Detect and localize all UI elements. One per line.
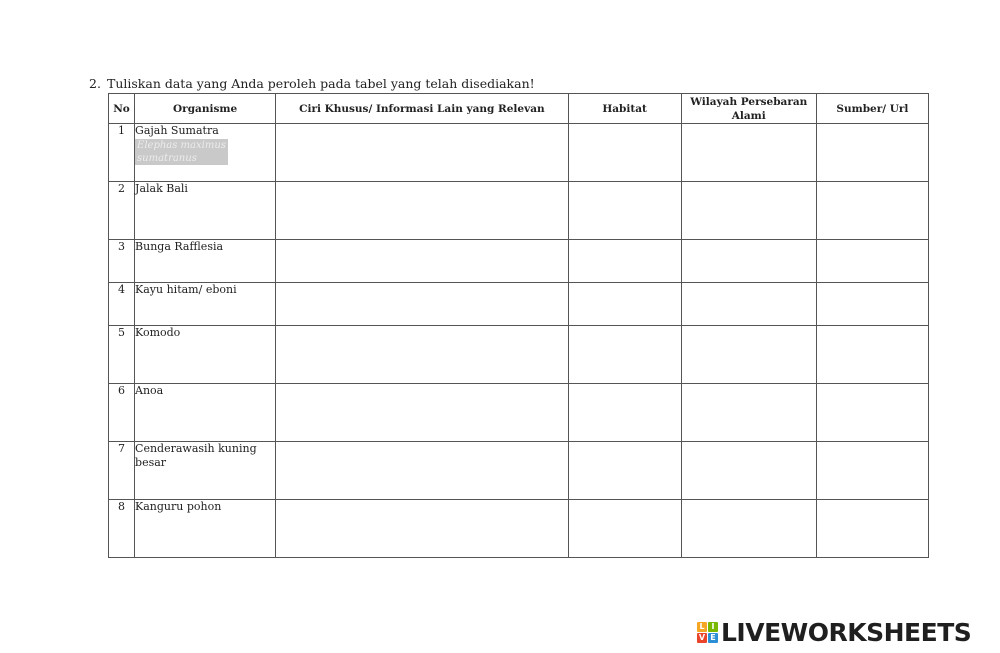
organism-name: Gajah Sumatra	[135, 124, 219, 137]
ciri-answer-cell[interactable]	[276, 500, 568, 558]
wilayah-answer-cell[interactable]	[681, 182, 816, 240]
header-sumber: Sumber/ Url	[816, 94, 928, 124]
table-row	[109, 500, 929, 558]
ciri-answer-cell[interactable]	[276, 384, 568, 442]
logo-tile-i: I	[708, 622, 718, 632]
table-row	[109, 326, 929, 384]
logo-text: LIVEWORKSHEETS	[721, 617, 972, 647]
wilayah-answer-cell[interactable]	[681, 326, 816, 384]
sumber-answer-cell[interactable]	[816, 182, 928, 240]
row-number: 3	[109, 240, 135, 283]
ciri-answer-cell[interactable]	[276, 283, 568, 326]
table-header-row	[109, 94, 929, 124]
habitat-answer-cell[interactable]	[568, 124, 681, 182]
logo-tile-e: E	[708, 633, 718, 643]
instruction-number: 2.	[89, 76, 101, 91]
row-number: 5	[109, 326, 135, 384]
habitat-answer-cell[interactable]	[568, 283, 681, 326]
sumber-answer-cell[interactable]	[816, 283, 928, 326]
sumber-answer-cell[interactable]	[816, 442, 928, 500]
header-no: No	[109, 94, 135, 124]
row-number: 2	[109, 182, 135, 240]
wilayah-answer-cell[interactable]	[681, 124, 816, 182]
ciri-answer-cell[interactable]	[276, 182, 568, 240]
habitat-answer-cell[interactable]	[568, 500, 681, 558]
row-number: 6	[109, 384, 135, 442]
habitat-answer-cell[interactable]	[568, 326, 681, 384]
wilayah-answer-cell[interactable]	[681, 283, 816, 326]
scientific-name-line2: sumatranus	[137, 153, 197, 164]
logo-tile-v: V	[698, 632, 706, 642]
ciri-answer-cell[interactable]	[276, 124, 568, 182]
row-number: 1	[109, 124, 135, 182]
sumber-answer-cell[interactable]	[816, 240, 928, 283]
table-row	[109, 182, 929, 240]
header-organism: Organisme	[135, 94, 276, 124]
sumber-answer-cell[interactable]	[816, 124, 928, 182]
table-row	[109, 442, 929, 500]
organism-name: Kayu hitam/ eboni	[135, 283, 276, 326]
logo-tile-l: L	[697, 622, 707, 632]
sumber-answer-cell[interactable]	[816, 326, 928, 384]
organism-name: Anoa	[135, 384, 276, 442]
liveworksheets-logo[interactable]	[697, 617, 971, 647]
wilayah-answer-cell[interactable]	[681, 240, 816, 283]
scientific-name-line1: Elephas maximus	[137, 140, 226, 151]
scientific-name-answer[interactable]	[135, 139, 228, 165]
ciri-answer-cell[interactable]	[276, 240, 568, 283]
data-table	[108, 93, 929, 558]
table-row	[109, 384, 929, 442]
organism-name: Bunga Rafflesia	[135, 240, 276, 283]
organism-name: Jalak Bali	[135, 182, 276, 240]
habitat-answer-cell[interactable]	[568, 240, 681, 283]
table-row	[109, 283, 929, 326]
table-row	[109, 240, 929, 283]
wilayah-answer-cell[interactable]	[681, 442, 816, 500]
logo-tiles-icon	[697, 622, 718, 643]
organism-name: Cenderawasih kuning besar	[135, 442, 276, 500]
row-number: 8	[109, 500, 135, 558]
organism-cell	[135, 124, 276, 182]
table-row	[109, 124, 929, 182]
sumber-answer-cell[interactable]	[816, 384, 928, 442]
wilayah-answer-cell[interactable]	[681, 384, 816, 442]
row-number: 4	[109, 283, 135, 326]
habitat-answer-cell[interactable]	[568, 442, 681, 500]
header-ciri: Ciri Khusus/ Informasi Lain yang Relevan	[276, 94, 568, 124]
header-wilayah-line1: Wilayah Persebaran	[690, 95, 808, 108]
header-wilayah	[681, 94, 816, 124]
ciri-answer-cell[interactable]	[276, 326, 568, 384]
header-habitat: Habitat	[568, 94, 681, 124]
organism-name: Kanguru pohon	[135, 500, 276, 558]
header-wilayah-line2: Alami	[731, 109, 766, 122]
habitat-answer-cell[interactable]	[568, 182, 681, 240]
sumber-answer-cell[interactable]	[816, 500, 928, 558]
instruction-text: Tuliskan data yang Anda peroleh pada tabel yang telah disediakan!	[107, 76, 535, 91]
ciri-answer-cell[interactable]	[276, 442, 568, 500]
organism-name: Komodo	[135, 326, 276, 384]
row-number: 7	[109, 442, 135, 500]
wilayah-answer-cell[interactable]	[681, 500, 816, 558]
instruction	[89, 76, 535, 91]
habitat-answer-cell[interactable]	[568, 384, 681, 442]
